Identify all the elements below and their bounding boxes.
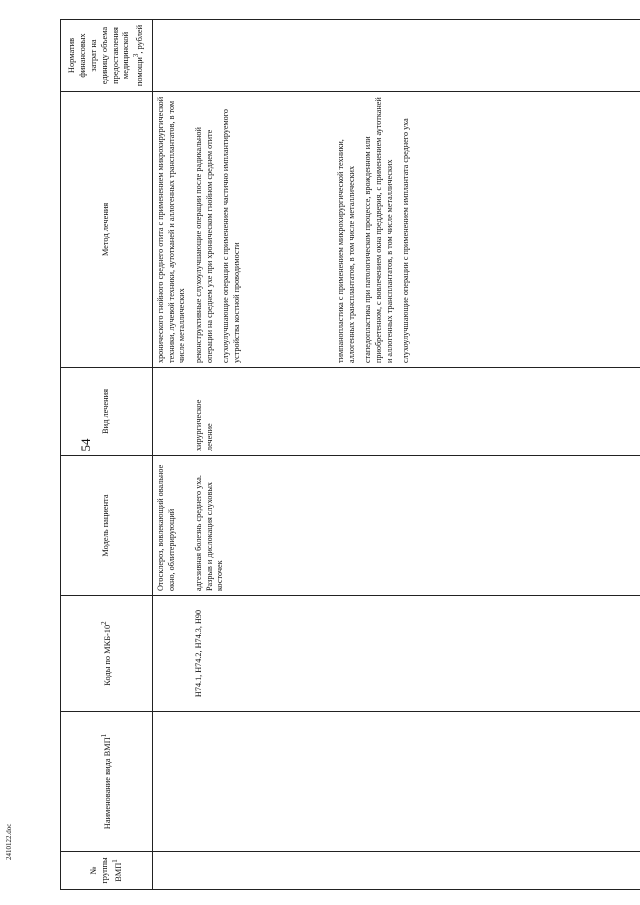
header-vmp-name: Наименование вида ВМП$^1$ bbox=[61, 712, 153, 852]
treatment-type-entry: хирургическое лечение bbox=[194, 399, 214, 451]
header-treatment-type: Вид лечения bbox=[61, 368, 153, 456]
icd-codes-entry: H74.1, H74.2, H74.3, H90 bbox=[194, 609, 203, 698]
vmp-table bbox=[60, 19, 640, 890]
treatment-method-group bbox=[156, 96, 336, 363]
cell-treatment-type bbox=[153, 368, 640, 456]
cell-cost-norm bbox=[153, 20, 640, 92]
treatment-method-group bbox=[336, 96, 412, 363]
cell-vmp-name bbox=[153, 712, 640, 852]
patient-model-entry: Отосклероз, вовлекающий овальное окно, облитерирующий bbox=[156, 464, 176, 591]
header-patient-model: Модель пациента bbox=[61, 456, 153, 596]
footer-document-code: 2410122.doc bbox=[5, 823, 13, 860]
cell-icd-codes bbox=[153, 596, 640, 712]
table-stage bbox=[60, 20, 640, 890]
table-rotator bbox=[60, 20, 640, 890]
cell-group-number bbox=[153, 852, 640, 890]
cell-treatment-method bbox=[153, 92, 640, 368]
treatment-method-entry: слухоулучшающие операции с применением частично имплантируемого устройства костной проводимости bbox=[221, 109, 241, 363]
patient-model-entry: адгезивная болезнь среднего уха. Разрыв и дислокация слуховых косточек bbox=[194, 475, 225, 591]
header-treatment-method: Метод лечения bbox=[61, 92, 153, 368]
header-group-number: № группы ВМП$^1$ bbox=[61, 852, 153, 890]
treatment-method-entry: тимпанопластика с применением микрохирургической техники, аллогенных трансплантатов, в том числе металлических bbox=[336, 139, 356, 363]
treatment-method-entry: хронического гнойного среднего отита с применением микрохирургической техники, лучевой техники, аутотканей и аллогенных трансплантатов, в том числе металлических bbox=[156, 96, 187, 363]
page-number: 54 bbox=[78, 438, 93, 452]
treatment-method-entry: слухоулучшающие операции с применением имплантата среднего уха bbox=[401, 118, 411, 363]
table-body-row bbox=[153, 20, 640, 890]
header-icd-codes: Коды по МКБ-$10^2$ bbox=[61, 596, 153, 712]
treatment-method-entry: реконструктивные слухоулучшающие операции после радикальной операции на среднем ухе при хроническом гнойном среднем отите bbox=[193, 127, 214, 363]
header-cost-norm: Норматив финансовых затрат на единицу объема предоставления медицинской помощи$^3$, рублей bbox=[61, 20, 153, 92]
treatment-method-entry: стапедопластика при патологическом процессе, врожденном или приобретенном, с вовлечением окна преддверия, с применением аутотканей и аллогенных трансплантатов, в том числе металлических bbox=[363, 97, 394, 363]
cell-patient-model bbox=[153, 456, 640, 596]
table-header-row bbox=[61, 20, 153, 890]
